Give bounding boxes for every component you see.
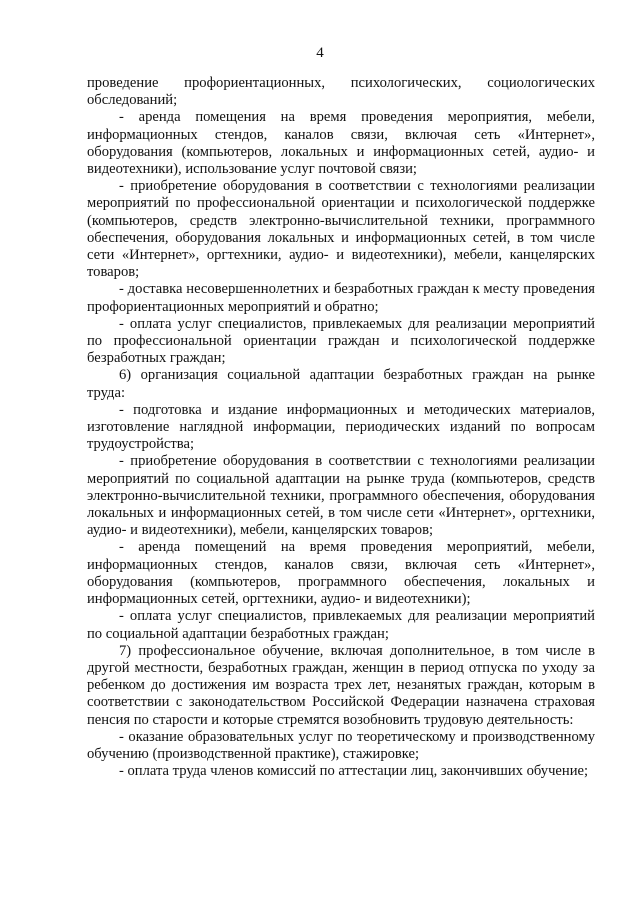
paragraph: - оплата услуг специалистов, привлекаемых для реализации мероприятий по социальной адаптации безработных граждан; xyxy=(87,608,595,642)
paragraph: - аренда помещения на время проведения мероприятия, мебели, информационных стендов, каналов связи, включая сеть «Интернет», оборудования (компьютеров, локальных и информационных сетей, аудио- и видеотехники), использование услуг почтовой связи; xyxy=(87,109,595,178)
paragraph: - оплата труда членов комиссий по аттестации лиц, закончивших обучение; xyxy=(119,763,589,780)
paragraph: - доставка несовершеннолетних и безработных граждан к месту проведения профориентационных мероприятий и обратно; xyxy=(87,281,595,315)
paragraph: - приобретение оборудования в соответствии с технологиями реализации мероприятий по профессиональной ориентации и психологической поддержке (компьютеров, средств электронно-вычислительной техники, программного обеспечения, оборудования локальных и информационных сетей, в том числе сети «Интернет», оргтехники, аудио- и видеотехники), мебели, канцелярских товаров; xyxy=(87,178,595,281)
paragraph: проведение профориентационных, психологических, социологических обследований; xyxy=(87,75,595,109)
paragraph: - аренда помещений на время проведения мероприятий, мебели, информационных стендов, каналов связи, включая сеть «Интернет», оборудования (компьютеров, программного обеспечения, локальных и информационных сетей, оргтехники, аудио- и видеотехники); xyxy=(87,539,595,608)
document-body xyxy=(87,75,595,780)
paragraph: 7) профессиональное обучение, включая дополнительное, в том числе в другой местности, безработных граждан, женщин в период отпуска по уходу за ребенком до достижения им возраста трех лет, незанятых граждан, которым в соответствии с законодательством Российской Федерации назначена страховая пенсия по старости и которые стремятся возобновить трудовую деятельность: xyxy=(87,642,595,728)
paragraph: - приобретение оборудования в соответствии с технологиями реализации мероприятий по социальной адаптации на рынке труда (компьютеров, средств электронно-вычислительной техники, программного обеспечения, оборудования локальных и информационных сетей, в том числе сети «Интернет», оргтехники, аудио- и видеотехники), мебели, канцелярских товаров; xyxy=(87,453,595,539)
paragraph: - подготовка и издание информационных и методических материалов, изготовление наглядной информации, периодических изданий по вопросам трудоустройства; xyxy=(87,401,595,453)
paragraph: - оплата услуг специалистов, привлекаемых для реализации мероприятий по профессиональной ориентации граждан и психологической поддержке безработных граждан; xyxy=(87,315,595,367)
paragraph: - оказание образовательных услуг по теоретическому и производственному обучению (производственной практике), стажировке; xyxy=(87,728,595,762)
paragraph: 6) организация социальной адаптации безработных граждан на рынке труда: xyxy=(87,367,595,401)
page-number: 4 xyxy=(316,45,324,61)
